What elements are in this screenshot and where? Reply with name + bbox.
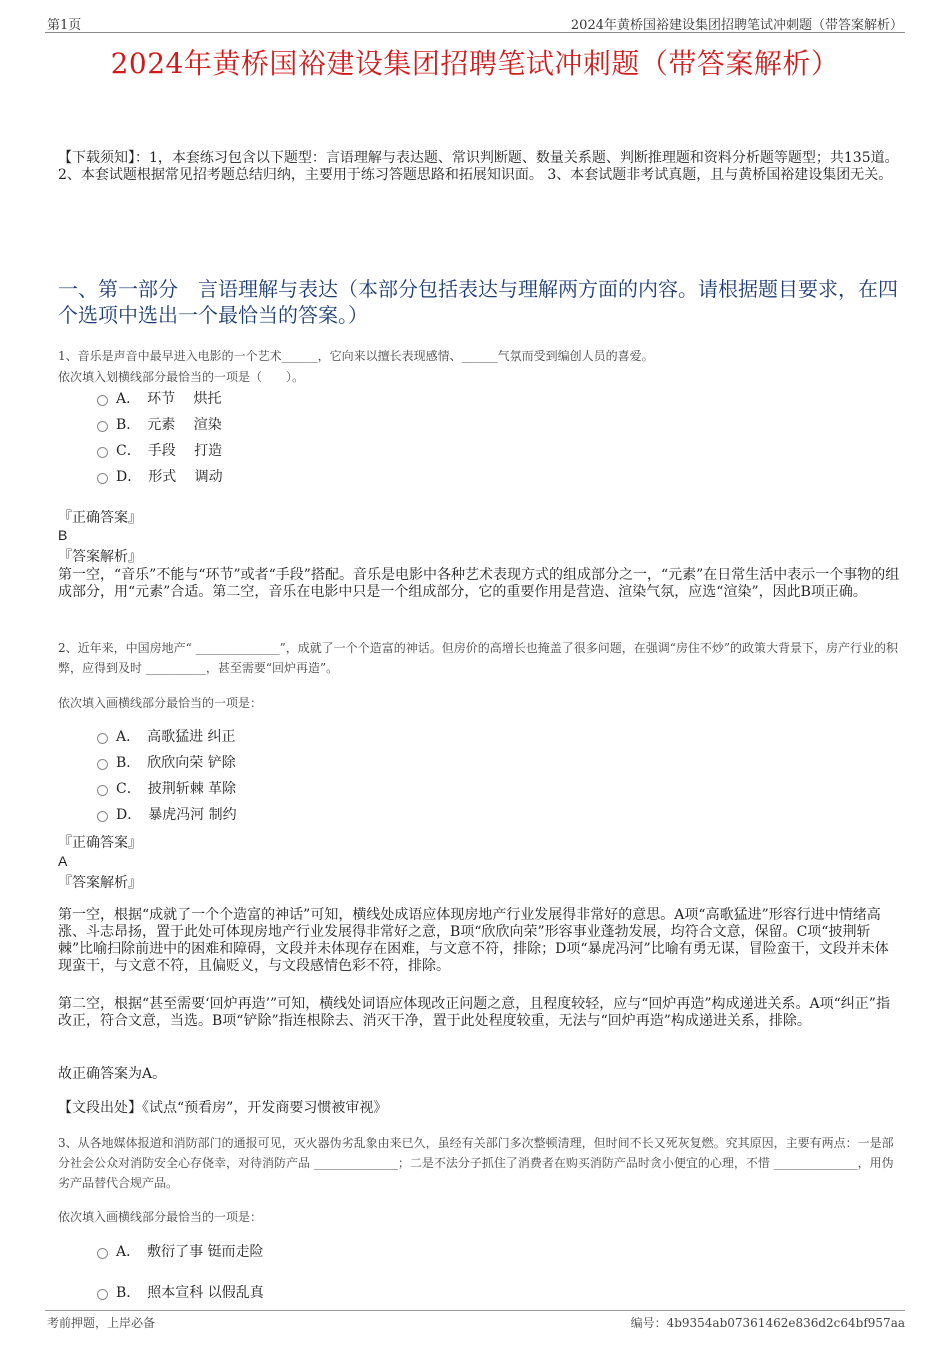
question-1-analysis-label: 『答案解析』 xyxy=(58,549,142,565)
question-2-source: 【文段出处】《试点“预看房”，开发商要习惯被审视》 xyxy=(58,1100,388,1116)
question-2-analysis-label: 『答案解析』 xyxy=(58,875,142,891)
question-2-conclusion: 故正确答案为A。 xyxy=(58,1066,167,1082)
question-2-option-d[interactable]: D． 暴虎冯河 制约 xyxy=(97,805,237,825)
question-1-prompt: 依次填入划横线部分最恰当的一项是（ ）。 xyxy=(58,370,305,384)
question-2-analysis-paragraph-2: 第二空，根据“甚至需要‘回炉再造’”可知，横线处词语应体现改正问题之意，且程度较轻，应与“回炉再造”构成递进关系。A项“纠正”指改正，符合文意，当选。B项“铲除”指连根除去、消灭干净，置于此处程度较重，无法与“回炉再造”构成递进关系，排除。 xyxy=(58,996,890,1029)
question-1-analysis: 第一空，“音乐”不能与“环节”或者“手段”搭配。音乐是电影中各种艺术表现方式的组成部分之一，“元素”在日常生活中表示一个事物的组成部分，用“元素”合适。第二空，音乐在电影中只是一个组成部分，它的重要作用是营造、渲染气氛，应选“渲染”，因此B项正确。 xyxy=(58,567,900,600)
section-heading: 一、第一部分 言语理解与表达（本部分包括表达与理解两方面的内容。请根据题目要求，在四个选项中选出一个最恰当的答案。） xyxy=(58,277,898,327)
radio-icon[interactable] xyxy=(97,1248,108,1259)
question-3-prompt: 依次填入画横线部分最恰当的一项是： xyxy=(58,1210,263,1224)
header-page-number: 第1页 xyxy=(47,18,82,33)
radio-icon[interactable] xyxy=(97,395,108,406)
question-1-option-b[interactable]: B． 元素 渲染 xyxy=(97,415,222,435)
question-1-answer-label: 『正确答案』 xyxy=(58,510,142,526)
question-1-stem: 1、音乐是声音中最早进入电影的一个艺术______，它向来以擅长表现感情、______气氛而受到编创人员的喜爱。 xyxy=(58,349,654,363)
radio-icon[interactable] xyxy=(97,785,108,796)
header-divider xyxy=(45,32,905,33)
question-1-answer: B xyxy=(58,527,68,543)
question-1-option-d[interactable]: D． 形式 调动 xyxy=(97,467,223,487)
question-2-stem: 2、近年来，中国房地产“ ______________”，成就了一个个造富的神话。但房价的高增长也掩盖了很多问题，在强调“房住不炒”的政策大背景下，房产行业的积弊，应得到及时 __________，甚至需要“回炉再造”。 xyxy=(58,641,898,675)
radio-icon[interactable] xyxy=(97,1289,108,1300)
question-2-answer: A xyxy=(58,853,68,869)
question-3-stem: 3、从各地媒体报道和消防部门的通报可见，灭火器伪劣乱象由来已久，虽经有关部门多次整顿清理，但时间不长又死灰复燃。究其原因，主要有两点：一是部分社会公众对消防安全心存侥幸，对待消防产品 ______________；二是不法分子抓住了消费者在购买消防产品时贪小便宜的心理，不惜 ______________，用伪劣产品替代合规产品。 xyxy=(58,1136,894,1190)
question-2-option-b[interactable]: B． 欣欣向荣 铲除 xyxy=(97,753,236,773)
question-1-option-a[interactable]: A． 环节 烘托 xyxy=(97,389,222,409)
page-title: 2024年黄桥国裕建设集团招聘笔试冲刺题（带答案解析） xyxy=(110,47,840,80)
radio-icon[interactable] xyxy=(97,811,108,822)
download-notice: 【下载须知】：1，本套练习包含以下题型：言语理解与表达题、常识判断题、数量关系题、判断推理题和资料分析题等题型；共135道。 2、本套试题根据常见招考题总结归纳，主要用于练习答题思路和拓展知识面。 3、本套试题非考试真题，且与黄桥国裕建设集团无关。 xyxy=(58,150,899,183)
radio-icon[interactable] xyxy=(97,733,108,744)
question-3-option-a[interactable]: A． 敷衍了事 铤而走险 xyxy=(97,1242,264,1262)
footer-slogan: 考前押题，上岸必备 xyxy=(47,1316,156,1330)
footer-doc-id: 编号：4b9354ab07361462e836d2c64bf957aa xyxy=(630,1316,905,1330)
radio-icon[interactable] xyxy=(97,421,108,432)
footer-divider xyxy=(45,1310,905,1311)
question-1-option-c[interactable]: C． 手段 打造 xyxy=(97,441,222,461)
question-2-answer-label: 『正确答案』 xyxy=(58,835,142,851)
question-3-option-b[interactable]: B． 照本宣科 以假乱真 xyxy=(97,1283,264,1303)
radio-icon[interactable] xyxy=(97,759,108,770)
question-2-analysis-paragraph-1: 第一空，根据“成就了一个个造富的神话”可知，横线处成语应体现房地产行业发展得非常好的意思。A项“高歌猛进”形容行进中情绪高涨、斗志昂扬，置于此处可体现房地产行业发展得非常好之意，B项“欣欣向荣”形容事业蓬勃发展，均符合文意，保留。C项“披荆斩棘”比喻扫除前进中的困难和障碍，文段并未体现存在困难，与文意不符，排除；D项“暴虎冯河”比喻有勇无谋，冒险蛮干，文段并未体现蛮干，与文意不符，且偏贬义，与文段感情色彩不符，排除。 xyxy=(58,907,889,974)
question-2-prompt: 依次填入画横线部分最恰当的一项是： xyxy=(58,696,263,710)
question-2-option-a[interactable]: A． 高歌猛进 纠正 xyxy=(97,727,236,747)
radio-icon[interactable] xyxy=(97,473,108,484)
radio-icon[interactable] xyxy=(97,447,108,458)
question-2-option-c[interactable]: C． 披荆斩棘 革除 xyxy=(97,779,236,799)
header-doc-title: 2024年黄桥国裕建设集团招聘笔试冲刺题（带答案解析） xyxy=(570,18,903,33)
